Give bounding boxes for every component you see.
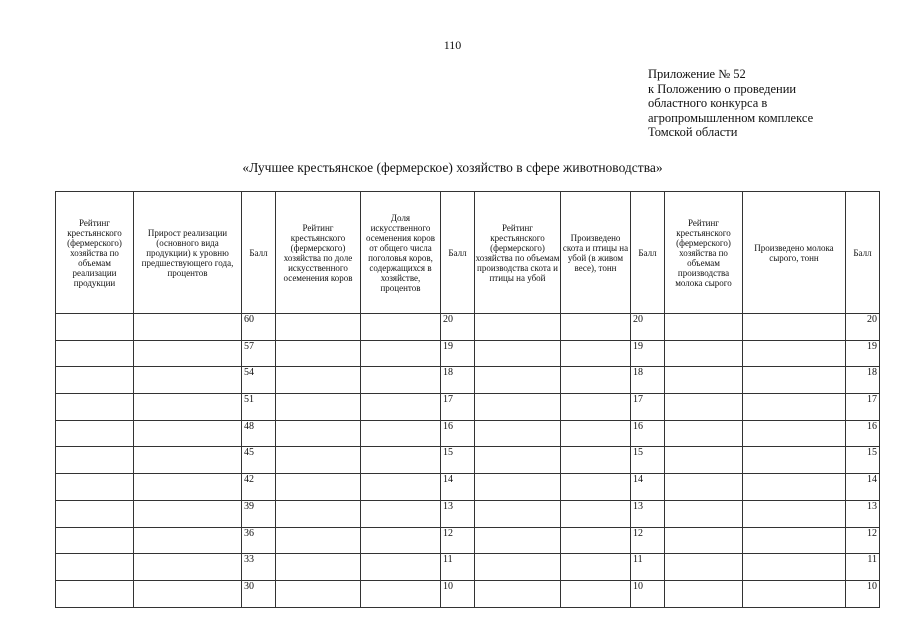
column-header: Рейтинг крестьянского (фермерского) хозяйства по объемам производства скота и птицы на убой — [475, 192, 561, 314]
column-header: Балл — [631, 192, 665, 314]
empty-cell — [276, 474, 361, 501]
empty-cell — [134, 367, 242, 394]
appendix-line: Томской области — [648, 125, 738, 139]
score-cell: 10 — [631, 580, 665, 607]
empty-cell — [665, 527, 743, 554]
empty-cell — [134, 447, 242, 474]
empty-cell — [475, 367, 561, 394]
empty-cell — [276, 447, 361, 474]
empty-cell — [561, 394, 631, 421]
empty-cell — [665, 554, 743, 581]
empty-cell — [561, 367, 631, 394]
empty-cell — [475, 447, 561, 474]
empty-cell — [56, 394, 134, 421]
table-row — [56, 420, 880, 447]
score-cell: 48 — [242, 420, 276, 447]
empty-cell — [561, 447, 631, 474]
empty-cell — [665, 367, 743, 394]
score-cell: 14 — [441, 474, 475, 501]
column-header: Произведено скота и птицы на убой (в живом весе), тонн — [561, 192, 631, 314]
score-cell: 20 — [846, 314, 880, 341]
score-cell: 14 — [846, 474, 880, 501]
score-cell: 13 — [631, 500, 665, 527]
score-cell: 20 — [441, 314, 475, 341]
score-cell: 16 — [631, 420, 665, 447]
empty-cell — [134, 554, 242, 581]
empty-cell — [561, 420, 631, 447]
score-cell: 51 — [242, 394, 276, 421]
score-cell: 17 — [441, 394, 475, 421]
score-cell: 19 — [631, 340, 665, 367]
empty-cell — [743, 527, 846, 554]
score-cell: 17 — [846, 394, 880, 421]
empty-cell — [665, 394, 743, 421]
column-header: Балл — [846, 192, 880, 314]
empty-cell — [56, 580, 134, 607]
appendix-line: областного конкурса в — [648, 96, 768, 110]
score-cell: 13 — [441, 500, 475, 527]
empty-cell — [743, 314, 846, 341]
empty-cell — [361, 314, 441, 341]
empty-cell — [665, 340, 743, 367]
empty-cell — [475, 420, 561, 447]
empty-cell — [276, 527, 361, 554]
empty-cell — [56, 420, 134, 447]
empty-cell — [134, 500, 242, 527]
empty-cell — [475, 394, 561, 421]
empty-cell — [475, 554, 561, 581]
empty-cell — [56, 500, 134, 527]
empty-cell — [743, 580, 846, 607]
empty-cell — [475, 340, 561, 367]
empty-cell — [361, 394, 441, 421]
column-header: Произведено молока сырого, тонн — [743, 192, 846, 314]
empty-cell — [561, 340, 631, 367]
empty-cell — [665, 314, 743, 341]
empty-cell — [475, 580, 561, 607]
column-header: Балл — [441, 192, 475, 314]
score-cell: 16 — [441, 420, 475, 447]
empty-cell — [561, 527, 631, 554]
empty-cell — [743, 500, 846, 527]
empty-cell — [56, 447, 134, 474]
score-cell: 18 — [846, 367, 880, 394]
score-cell: 11 — [441, 554, 475, 581]
empty-cell — [475, 527, 561, 554]
page-number: 110 — [443, 38, 462, 52]
empty-cell — [743, 447, 846, 474]
empty-cell — [134, 420, 242, 447]
table-row — [56, 474, 880, 501]
score-cell: 33 — [242, 554, 276, 581]
empty-cell — [361, 447, 441, 474]
empty-cell — [361, 474, 441, 501]
score-cell: 14 — [631, 474, 665, 501]
empty-cell — [743, 340, 846, 367]
empty-cell — [56, 367, 134, 394]
empty-cell — [743, 554, 846, 581]
column-header: Рейтинг крестьянского (фермерского) хозяйства по объемам производства молока сырого — [665, 192, 743, 314]
empty-cell — [561, 474, 631, 501]
score-cell: 12 — [846, 527, 880, 554]
score-cell: 15 — [631, 447, 665, 474]
appendix-note — [648, 67, 813, 140]
document-title: «Лучшее крестьянское (фермерское) хозяйство в сфере животноводства» — [242, 160, 663, 175]
empty-cell — [276, 367, 361, 394]
empty-cell — [276, 500, 361, 527]
empty-cell — [276, 554, 361, 581]
score-cell: 42 — [242, 474, 276, 501]
score-cell: 15 — [441, 447, 475, 474]
table-row — [56, 447, 880, 474]
empty-cell — [665, 447, 743, 474]
empty-cell — [561, 500, 631, 527]
column-header: Балл — [242, 192, 276, 314]
table-row — [56, 314, 880, 341]
empty-cell — [134, 474, 242, 501]
table-body — [56, 314, 880, 608]
column-header: Доля искусственного осеменения коров от общего числа поголовья коров, содержащихся в хозяйстве, процентов — [361, 192, 441, 314]
empty-cell — [743, 367, 846, 394]
empty-cell — [134, 580, 242, 607]
table-row — [56, 580, 880, 607]
table-row — [56, 554, 880, 581]
empty-cell — [475, 314, 561, 341]
score-cell: 15 — [846, 447, 880, 474]
empty-cell — [134, 314, 242, 341]
table-row — [56, 527, 880, 554]
score-cell: 12 — [631, 527, 665, 554]
empty-cell — [561, 314, 631, 341]
empty-cell — [743, 474, 846, 501]
score-cell: 19 — [846, 340, 880, 367]
empty-cell — [134, 394, 242, 421]
empty-cell — [665, 474, 743, 501]
empty-cell — [361, 420, 441, 447]
table-row — [56, 367, 880, 394]
empty-cell — [361, 500, 441, 527]
score-cell: 60 — [242, 314, 276, 341]
score-cell: 10 — [441, 580, 475, 607]
empty-cell — [134, 340, 242, 367]
empty-cell — [56, 340, 134, 367]
empty-cell — [276, 394, 361, 421]
empty-cell — [276, 420, 361, 447]
score-cell: 16 — [846, 420, 880, 447]
column-header: Рейтинг крестьянского (фермерского) хозяйства по доле искусственного осеменения коров — [276, 192, 361, 314]
empty-cell — [276, 340, 361, 367]
empty-cell — [134, 527, 242, 554]
empty-cell — [561, 580, 631, 607]
score-cell: 10 — [846, 580, 880, 607]
score-cell: 36 — [242, 527, 276, 554]
empty-cell — [743, 420, 846, 447]
empty-cell — [361, 367, 441, 394]
score-cell: 13 — [846, 500, 880, 527]
empty-cell — [361, 580, 441, 607]
score-cell: 30 — [242, 580, 276, 607]
empty-cell — [475, 474, 561, 501]
empty-cell — [743, 394, 846, 421]
score-cell: 17 — [631, 394, 665, 421]
score-cell: 18 — [441, 367, 475, 394]
appendix-line: Приложение № 52 — [648, 67, 746, 81]
appendix-line: агропромышленном комплексе — [648, 110, 814, 125]
empty-cell — [361, 554, 441, 581]
empty-cell — [665, 420, 743, 447]
score-cell: 18 — [631, 367, 665, 394]
score-cell: 19 — [441, 340, 475, 367]
empty-cell — [56, 554, 134, 581]
empty-cell — [665, 500, 743, 527]
score-cell: 57 — [242, 340, 276, 367]
empty-cell — [276, 580, 361, 607]
empty-cell — [276, 314, 361, 341]
appendix-line: к Положению о проведении — [648, 81, 797, 96]
column-header: Прирост реализации (основного вида продукции) к уровню предшествующего года, процентов — [134, 192, 242, 314]
table-row — [56, 340, 880, 367]
empty-cell — [361, 527, 441, 554]
empty-cell — [56, 474, 134, 501]
score-cell: 54 — [242, 367, 276, 394]
empty-cell — [561, 554, 631, 581]
score-cell: 11 — [846, 554, 880, 581]
score-cell: 20 — [631, 314, 665, 341]
empty-cell — [475, 500, 561, 527]
rating-table — [55, 191, 880, 608]
empty-cell — [56, 314, 134, 341]
empty-cell — [361, 340, 441, 367]
score-cell: 11 — [631, 554, 665, 581]
score-cell: 45 — [242, 447, 276, 474]
table-row — [56, 500, 880, 527]
score-cell: 39 — [242, 500, 276, 527]
empty-cell — [665, 580, 743, 607]
column-header: Рейтинг крестьянского (фермерского) хозяйства по объемам реализации продукции — [56, 192, 134, 314]
table-header-row — [56, 192, 880, 314]
table-row — [56, 394, 880, 421]
empty-cell — [56, 527, 134, 554]
score-cell: 12 — [441, 527, 475, 554]
